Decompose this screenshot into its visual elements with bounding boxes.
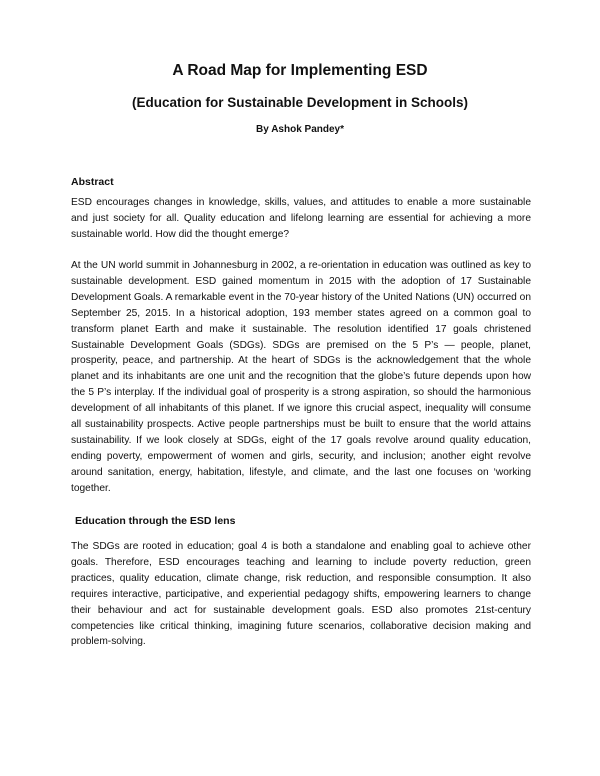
esd-lens-heading: Education through the ESD lens xyxy=(75,515,236,527)
document-subtitle: (Education for Sustainable Development in Schools) xyxy=(131,95,469,110)
document-author: By Ashok Pandey* xyxy=(256,124,344,135)
abstract-paragraph-1: ESD encourages changes in knowledge, skills, values, and attitudes to enable a more sustainable and just society for all. Quality education and lifelong learning are essential for achieving a more sustainable world. How did the thought emerge? xyxy=(71,197,531,240)
abstract-heading: Abstract xyxy=(71,176,114,188)
document-title: A Road Map for Implementing ESD xyxy=(172,62,428,79)
esd-lens-paragraph-1: The SDGs are rooted in education; goal 4 is both a standalone and enabling goal to achieve other goals. Therefore, ESD encourages teaching and learning to include poverty reduction, green practices, quality education, climate change, risk reduction, and responsible consumption. It also requires interactive, participative, and experiential pedagogy shifts, empowering learners to change their behaviour and act for sustainable development goals. ESD also promotes 21st-century competencies like critical thinking, imagining future scenarios, collaborative decision making and problem-solving. xyxy=(71,541,531,648)
abstract-paragraph-2: At the UN world summit in Johannesburg in 2002, a re-orientation in education was outlined as key to sustainable development. ESD gained momentum in 2015 with the adoption of 17 Sustainable Development Goals. A remarkable event in the 70-year history of the United Nations (UN) occurred on September 25, 2015. In a historical adoption, 193 member states agreed on a common goal to transform planet Earth and make it sustainable. The resolution identified 17 goals christened Sustainable Development Goals (SDGs). SDGs are premised on the 5 P’s — people, planet, prosperity, peace, and partnership. At the heart of SDGs is the acknowledgement that the whole planet and its inhabitants are one unit and the recognition that the globe’s future depends upon how the 5 P’s interplay. If the individual goal of prosperity is a strong aspiration, so should the harmonious development of all inhabitants of this planet. If we ignore this crucial aspect, inequality will consume all sustainability prospects. Active people partnerships must be built to ensure that the world attains sustainability. If we look closely at SDGs, eight of the 17 goals revolve around quality education, ending poverty, empowerment of women and girls, security, and inclusion; another eight revolve around sanitation, energy, habitation, lifestyle, and climate, and the last one focuses on ‘working together. xyxy=(71,260,531,494)
